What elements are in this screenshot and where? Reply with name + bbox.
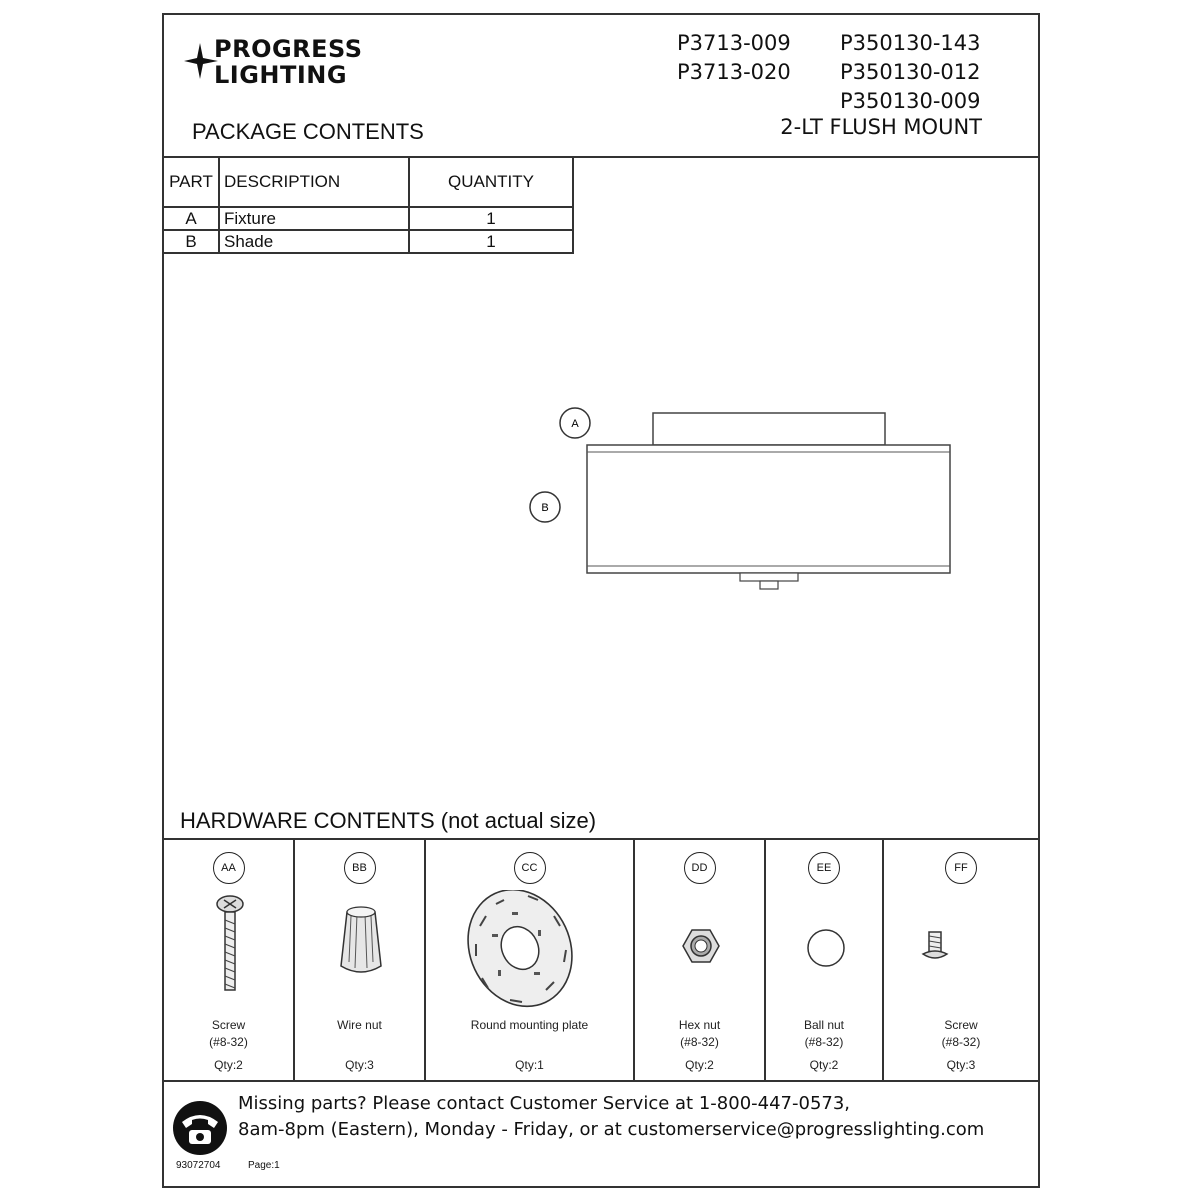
cell-part: B	[164, 230, 219, 253]
hardware-item-ff	[884, 840, 1038, 1080]
cell-quantity: 1	[409, 207, 573, 230]
mounting-plate-icon	[426, 890, 635, 1010]
header-quantity: QUANTITY	[409, 157, 573, 207]
header-part: PART	[164, 157, 219, 207]
short-screw-icon	[884, 890, 1038, 1010]
hardware-size: (#8-32)	[209, 1035, 248, 1049]
hardware-qty: Qty:2	[214, 1058, 243, 1072]
hardware-name: Wire nut	[337, 1018, 382, 1032]
hardware-code: DD	[684, 852, 716, 884]
hardware-name: Screw	[211, 1018, 246, 1032]
fixture-drawing	[164, 15, 1038, 805]
logo-text-line2: LIGHTING	[214, 61, 348, 89]
callout-b-label: B	[541, 502, 549, 514]
cell-quantity: 1	[409, 230, 573, 253]
instruction-sheet	[162, 13, 1040, 1188]
fixture-canopy	[653, 413, 885, 445]
hex-nut-icon	[635, 890, 766, 1010]
hardware-code: EE	[808, 852, 840, 884]
hardware-item-ee	[766, 840, 884, 1080]
hardware-qty: Qty:3	[946, 1058, 976, 1072]
hardware-qty: Qty:2	[685, 1058, 714, 1072]
hardware-item-aa	[164, 840, 295, 1080]
cell-description: Fixture	[219, 207, 409, 230]
hardware-contents-title: HARDWARE CONTENTS (not actual size)	[180, 808, 597, 833]
hardware-size: (#8-32)	[941, 1035, 981, 1049]
package-contents-title: PACKAGE CONTENTS	[192, 119, 424, 144]
footer-line1: Missing parts? Please contact Customer Service at 1-800-447-0573,	[238, 1093, 851, 1114]
hardware-code: CC	[514, 852, 546, 884]
hardware-qty: Qty:2	[809, 1058, 839, 1072]
logo-text-line1: PROGRESS	[214, 35, 363, 63]
document-code: 93072704	[176, 1160, 221, 1171]
hardware-item-dd	[635, 840, 766, 1080]
wire-nut-icon	[295, 890, 426, 1010]
model-number: P3713-009	[677, 31, 791, 55]
fixture-shade	[587, 445, 950, 573]
hardware-qty: Qty:1	[515, 1058, 544, 1072]
hardware-code: BB	[344, 852, 376, 884]
footer-line2: 8am-8pm (Eastern), Monday - Friday, or at customerservice@progresslighting.com	[238, 1119, 985, 1140]
model-number: P350130-012	[840, 60, 981, 84]
cell-description: Shade	[219, 230, 409, 253]
hardware-item-bb	[295, 840, 426, 1080]
long-screw-icon	[164, 890, 295, 1010]
hardware-item-cc	[426, 840, 635, 1080]
model-number: P350130-009	[840, 89, 981, 113]
page-number: Page:1	[248, 1160, 280, 1171]
hardware-name: Round mounting plate	[470, 1018, 589, 1032]
hardware-name: Ball nut	[803, 1018, 845, 1032]
callout-b	[530, 492, 560, 522]
callout-a-label: A	[571, 418, 579, 430]
telephone-icon	[170, 1100, 230, 1156]
hardware-size: (#8-32)	[804, 1035, 844, 1049]
hardware-contents-row	[164, 838, 1038, 1082]
hardware-code: AA	[213, 852, 245, 884]
hardware-name: Hex nut	[678, 1018, 721, 1032]
ball-nut-icon	[766, 890, 884, 1010]
hardware-name: Screw	[944, 1018, 978, 1032]
cell-part: A	[164, 207, 219, 230]
fixture-finial	[740, 573, 798, 589]
hardware-size: (#8-32)	[680, 1035, 719, 1049]
hardware-code: FF	[945, 852, 977, 884]
callout-a	[560, 408, 590, 438]
model-number: P350130-143	[840, 31, 981, 55]
customer-service-info	[238, 1091, 984, 1143]
model-number: P3713-020	[677, 60, 791, 84]
header-description: DESCRIPTION	[219, 157, 409, 207]
fixture-type: 2-LT FLUSH MOUNT	[780, 115, 982, 139]
hardware-qty: Qty:3	[345, 1058, 374, 1072]
